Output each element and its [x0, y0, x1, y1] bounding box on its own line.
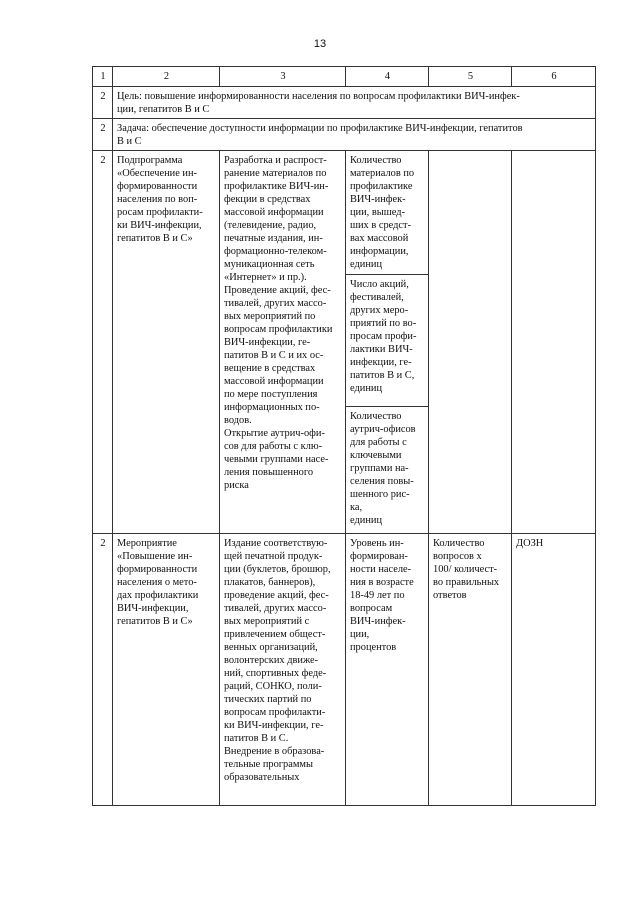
- subprogram-indicators: [346, 151, 429, 534]
- goal-row: [93, 87, 596, 119]
- measure-activities: Издание соответствую- щей печатной продук- ции (буклетов, брошюр, плакатов, баннеров), проведение акций, фес- тивалей, других массо- вых мероприятий с привлечением общест- венных организаций, волонтерских движе- ний, спортивных феде- раций, СОНКО, поли- тических партий по вопросам профилакти- ки ВИЧ-инфекции, ге- патитов В и С. Внедрение в образова- тельные программы образовательных: [220, 534, 346, 806]
- measure-method: Количество вопросов х 100/ количест- во правильных ответов: [429, 534, 512, 806]
- header-cell: 6: [512, 67, 596, 87]
- row-number: 2: [93, 87, 113, 119]
- goal-text: Цель: повышение информированности населения по вопросам профилактики ВИЧ-инфек- ции, гепатитов В и С: [113, 87, 596, 119]
- indicator-events: Число акций, фестивалей, других меро- приятий по во- просам профи- лактики ВИЧ- инфекции, ге- патитов В и С, единиц: [346, 274, 428, 406]
- table-header-row: [93, 67, 596, 87]
- measure-responsible: ДОЗН: [512, 534, 596, 806]
- subprogram-method: [429, 151, 512, 534]
- header-cell: 1: [93, 67, 113, 87]
- subprogram-name: Подпрограмма «Обеспечение ин- формированности населения по воп- росам профилакти- ки ВИЧ-инфекции, гепатитов В и С»: [113, 151, 220, 534]
- measure-row: [93, 534, 596, 806]
- header-cell: 5: [429, 67, 512, 87]
- row-number: 2: [93, 534, 113, 806]
- subprogram-row: [93, 151, 596, 534]
- subprogram-activities: Разработка и распрост- ранение материалов по профилактике ВИЧ-ин- фекции в средствах массовой информации (телевидение, радио, печатные издания, ин- формационно-телеком- муникационная сеть «Интернет» и пр.). Проведение акций, фес- тивалей, других массо- вых мероприятий по вопросам профилактики ВИЧ-инфекции, ге- патитов В и С и их ос- вещение в средствах массовой информации по мере поступления информационных по- водов. Открытие аутрич-офи- сов для работы с клю- чевыми группами насе- ления повышенного риска: [220, 151, 346, 534]
- row-number: 2: [93, 151, 113, 534]
- page-number: 13: [313, 38, 327, 50]
- indicator-materials: Количество материалов по профилактике ВИЧ-инфек- ции, вышед- ших в средст- вах массовой информации, единиц: [350, 155, 415, 270]
- header-cell: 2: [113, 67, 220, 87]
- measure-name: Мероприятие «Повышение ин- формированности населения о мето- дах профилактики ВИЧ-инфекции, гепатитов В и С»: [113, 534, 220, 806]
- task-row: [93, 119, 596, 151]
- measure-indicator: Уровень ин- формирован- ности населе- ния в возрасте 18-49 лет по вопросам ВИЧ-инфек- ции, процентов: [346, 534, 429, 806]
- program-table: [92, 66, 596, 806]
- header-cell: 4: [346, 67, 429, 87]
- task-text: Задача: обеспечение доступности информации по профилактике ВИЧ-инфекции, гепатитов В и С: [113, 119, 596, 151]
- header-cell: 3: [220, 67, 346, 87]
- row-number: 2: [93, 119, 113, 151]
- indicator-outreach-offices: Количество аутрич-офисов для работы с ключевыми группами на- селения повы- шенного рис- ка, единиц: [346, 406, 428, 529]
- subprogram-responsible: [512, 151, 596, 534]
